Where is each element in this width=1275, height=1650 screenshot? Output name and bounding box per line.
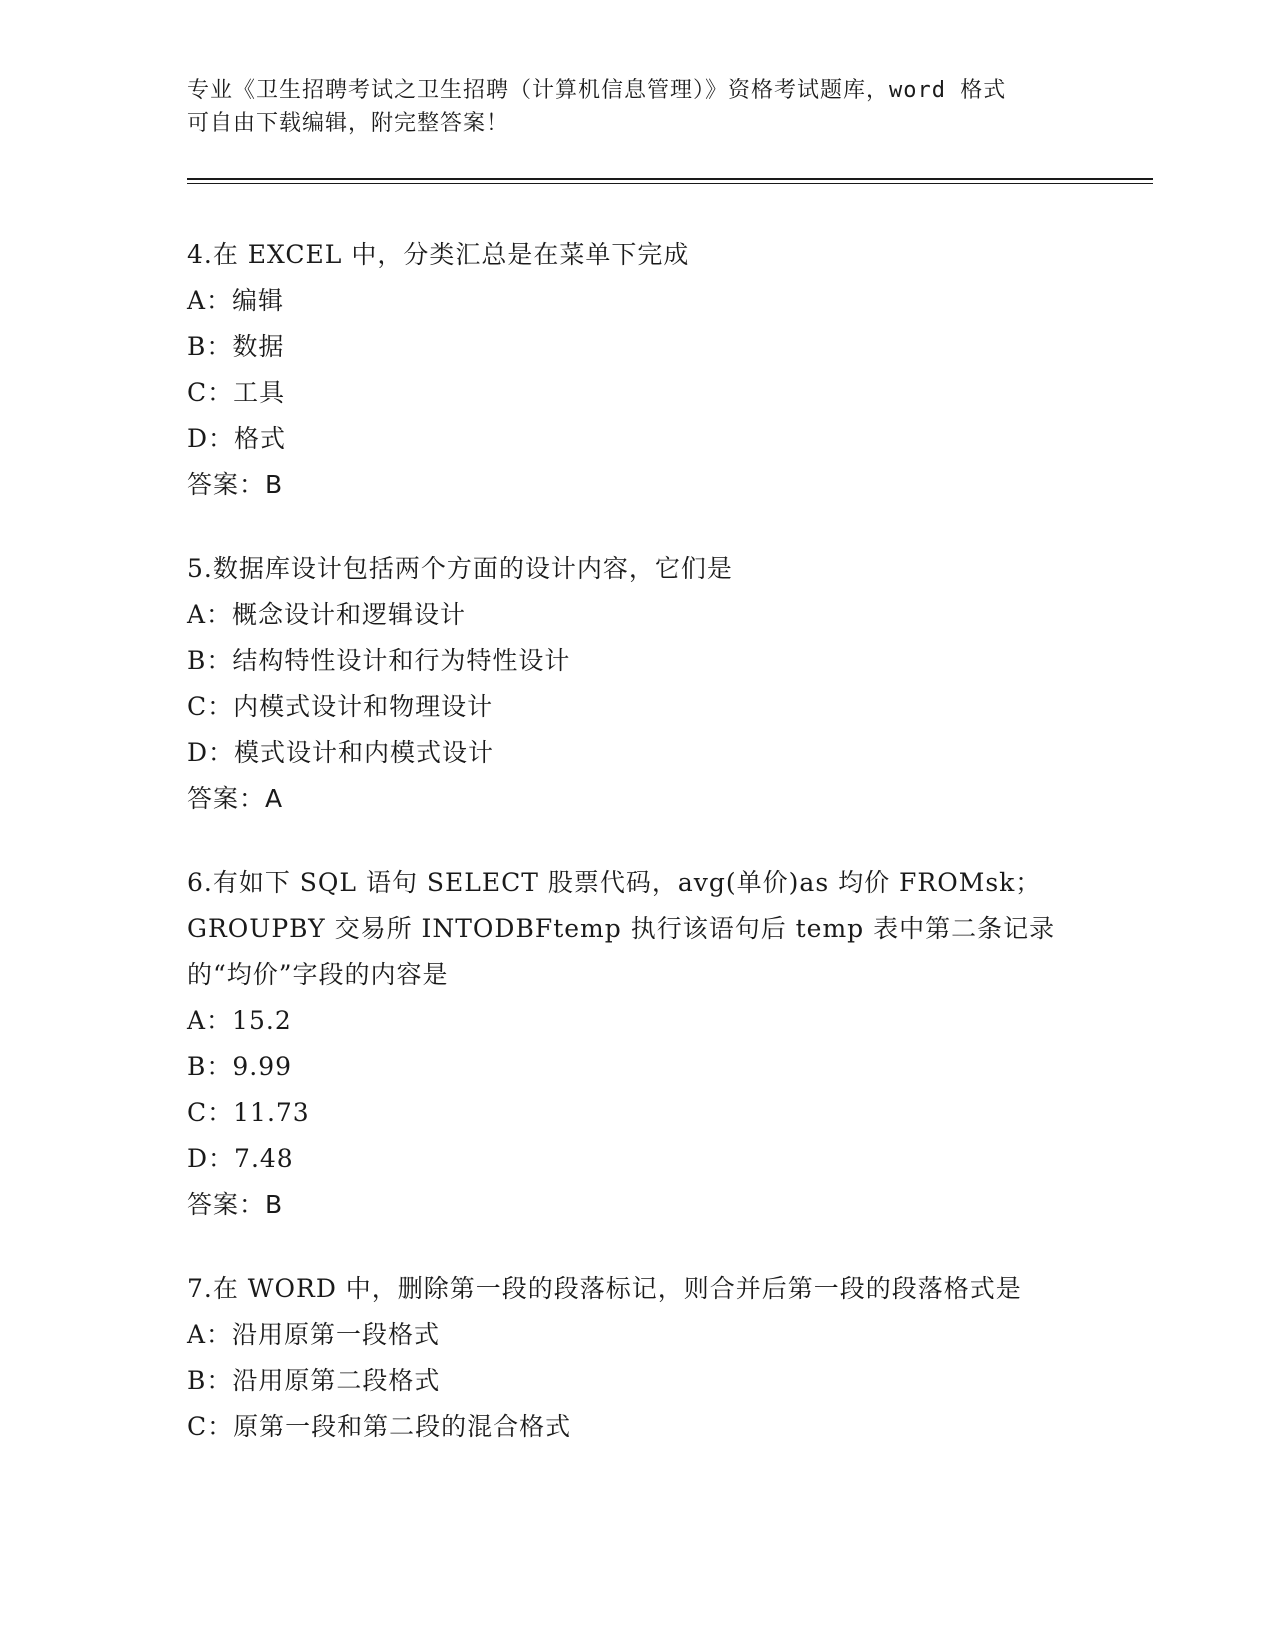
option-a: A：沿用原第一段格式	[187, 1320, 441, 1349]
option-b: B：沿用原第二段格式	[187, 1366, 441, 1395]
option-c: C：原第一段和第二段的混合格式	[187, 1412, 572, 1441]
document-header	[187, 74, 1087, 140]
header-line-1: 专业《卫生招聘考试之卫生招聘（计算机信息管理）》资格考试题库，word 格式	[187, 78, 1007, 103]
option-a: A：编辑	[187, 286, 285, 315]
question-stem: 4.在 EXCEL 中，分类汇总是在菜单下完成	[187, 240, 690, 269]
question-6	[187, 860, 1087, 1228]
option-c: C：11.73	[187, 1098, 310, 1127]
option-c: C：内模式设计和物理设计	[187, 692, 494, 721]
option-b: B：数据	[187, 332, 285, 361]
question-4	[187, 232, 1087, 508]
header-line-2: 可自由下载编辑，附完整答案！	[187, 111, 510, 136]
question-list	[187, 232, 1087, 1488]
option-c: C：工具	[187, 378, 286, 407]
question-5	[187, 546, 1087, 822]
option-a: A：概念设计和逻辑设计	[187, 600, 467, 629]
option-a: A：15.2	[187, 1006, 292, 1035]
answer: 答案：A	[187, 784, 284, 813]
option-b: B：9.99	[187, 1052, 293, 1081]
option-d: D：模式设计和内模式设计	[187, 738, 495, 767]
header-divider	[187, 178, 1153, 184]
option-b: B：结构特性设计和行为特性设计	[187, 646, 571, 675]
question-stem: 5.数据库设计包括两个方面的设计内容，它们是	[187, 554, 733, 583]
answer: 答案：B	[187, 470, 284, 499]
question-7	[187, 1266, 1087, 1450]
option-d: D：7.48	[187, 1144, 294, 1173]
question-stem: 6.有如下 SQL 语句 SELECT 股票代码，avg(单价)as 均价 FROMsk；GROUPBY 交易所 INTODBFtemp 执行该语句后 temp 表中第二条记录的“均价”字段的内容是	[187, 868, 1056, 989]
question-stem: 7.在 WORD 中，删除第一段的段落标记，则合并后第一段的段落格式是	[187, 1274, 1022, 1303]
answer: 答案：B	[187, 1190, 284, 1219]
option-d: D：格式	[187, 424, 287, 453]
